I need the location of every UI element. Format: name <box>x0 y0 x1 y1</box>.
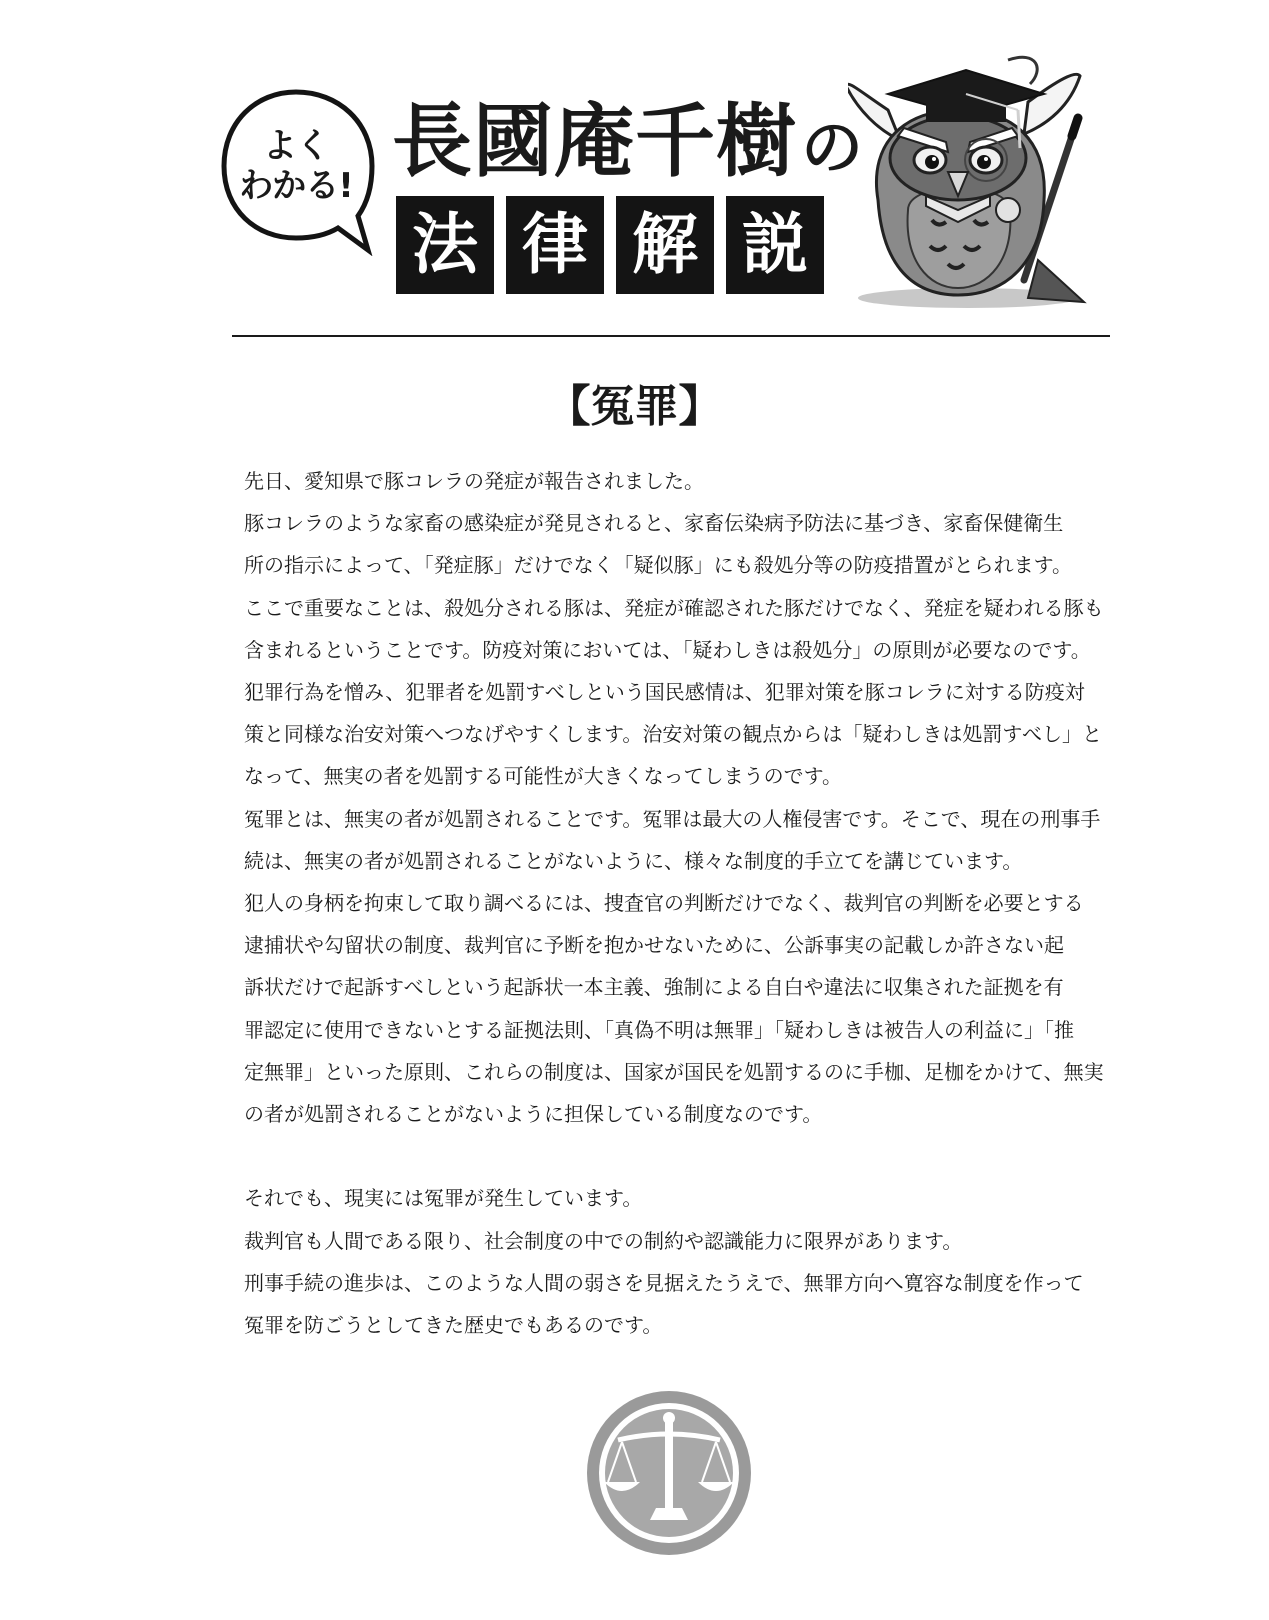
subtitle-char-box: 律 <box>506 196 604 294</box>
article-body <box>244 460 1124 1346</box>
body-line: 策と同様な治安対策へつなげやすくします。治安対策の観点からは「疑わしきは処罰すべし」と <box>244 722 1102 747</box>
paragraph-break <box>244 1135 1124 1177</box>
body-line: 所の指示によって、「発症豚」だけでなく「疑似豚」にも殺処分等の防疫措置がとられます。 <box>244 553 1072 578</box>
article-title: 【冤罪】 <box>546 381 723 432</box>
body-line: ここで重要なことは、殺処分される豚は、発症が確認された豚だけでなく、発症を疑われる豚も <box>244 595 1104 620</box>
header <box>0 0 1269 320</box>
body-line: 続は、無実の者が処罰されることがないように、様々な制度的手立てを講じています。 <box>244 848 1023 873</box>
body-line: それでも、現実には冤罪が発生しています。 <box>244 1186 643 1211</box>
body-line: 裁判官も人間である限り、社会制度の中での制約や認識能力に限界があります。 <box>244 1228 963 1253</box>
scales-of-justice-emblem <box>584 1388 754 1558</box>
body-line: 犯人の身柄を拘束して取り調べるには、捜査官の判断だけでなく、裁判官の判断を必要とする <box>244 891 1084 916</box>
body-line: 定無罪」といった原則、これらの制度は、国家が国民を処罰するのに手枷、足枷をかけて、無実 <box>244 1059 1104 1084</box>
body-line: 犯罪行為を憎み、犯罪者を処罰すべしという国民感情は、犯罪対策を豚コレラに対する防疫対 <box>244 680 1085 705</box>
series-title-name: 長國庵千樹 <box>392 94 797 188</box>
body-line: 訴状だけで起訴すべしという起訴状一本主義、強制による自白や違法に収集された証拠を有 <box>244 975 1064 1000</box>
body-line: なって、無実の者を処罰する可能性が大きくなってしまうのです。 <box>244 764 842 789</box>
bubble-text <box>218 126 374 206</box>
body-line: 先日、愛知県で豚コレラの発症が報告されました。 <box>244 469 704 493</box>
subtitle-char-box: 解 <box>616 196 714 294</box>
header-divider <box>232 335 1110 337</box>
series-subtitle <box>396 196 824 294</box>
subtitle-char-box: 説 <box>726 196 824 294</box>
bubble-line-1: よく <box>263 126 329 166</box>
body-line: 逮捕状や勾留状の制度、裁判官に予断を抱かせないために、公訴事実の記載しか許さない起 <box>244 933 1064 958</box>
series-title-suffix: の <box>801 111 865 184</box>
body-line: 豚コレラのような家畜の感染症が発見されると、家畜伝染病予防法に基づき、家畜保健衛生 <box>244 511 1064 536</box>
subtitle-char-box: 法 <box>396 196 494 294</box>
body-line: 罪認定に使用できないとする証拠法則、「真偽不明は無罪」「疑わしきは被告人の利益に」「推 <box>244 1017 1074 1042</box>
body-line: 冤罪とは、無実の者が処罰されることです。冤罪は最大の人権侵害です。そこで、現在の刑事手 <box>244 806 1101 831</box>
body-line: 含まれるということです。防疫対策においては、「疑わしきは殺処分」の原則が必要なのです。 <box>244 637 1091 662</box>
owl-professor-mascot <box>848 50 1092 315</box>
bubble-line-2: わかる! <box>239 166 353 206</box>
body-line: 冤罪を防ごうとしてきた歴史でもあるのです。 <box>244 1313 663 1338</box>
body-line: の者が処罰されることがないように担保している制度なのです。 <box>244 1102 823 1127</box>
series-title <box>392 96 864 193</box>
speech-bubble <box>218 86 386 256</box>
body-line: 刑事手続の進歩は、このような人間の弱さを見据えたうえで、無罪方向へ寛容な制度を作って <box>244 1270 1084 1295</box>
